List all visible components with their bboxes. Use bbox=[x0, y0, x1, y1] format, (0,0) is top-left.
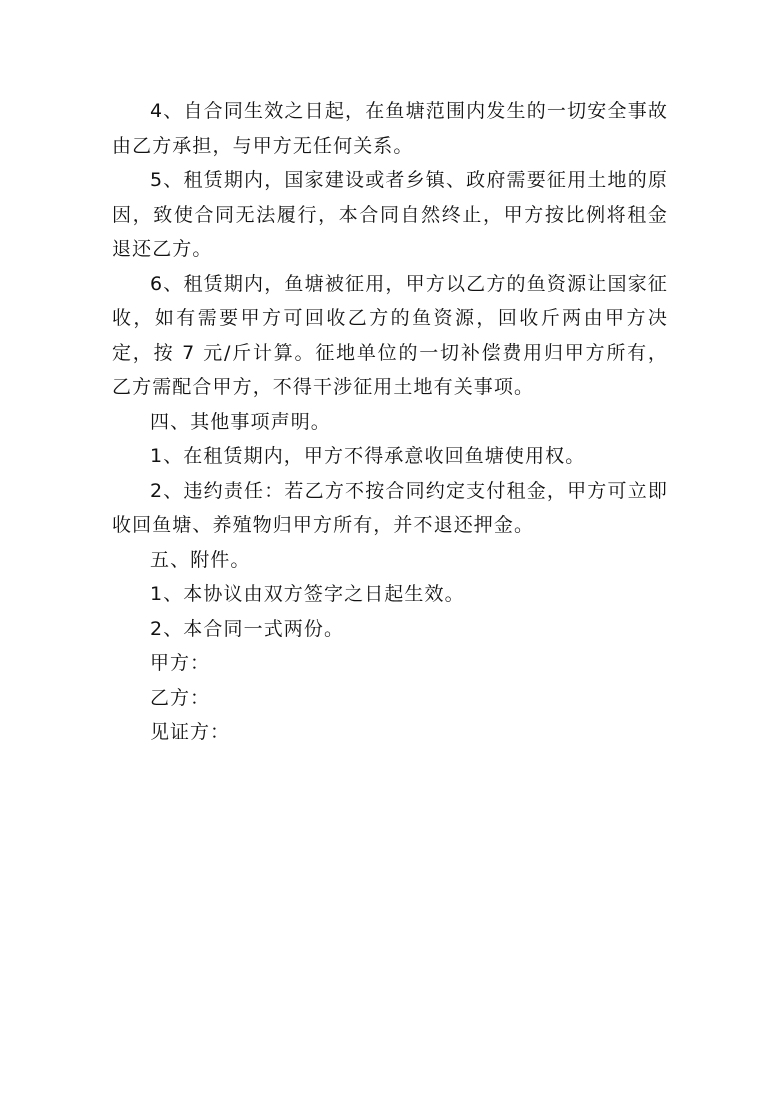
clause-5-termination: 5、租赁期内，国家建设或者乡镇、政府需要征用土地的原因，致使合同无法履行，本合同自然终止，甲方按比例将租金退还乙方。 bbox=[112, 169, 668, 260]
section-5-item-2: 2、本合同一式两份。 bbox=[150, 617, 345, 640]
section-5-heading: 五、附件。 bbox=[150, 548, 251, 571]
clause-6-expropriation: 6、租赁期内，鱼塘被征用，甲方以乙方的鱼资源让国家征收，如有需要甲方可回收乙方的鱼资源，回收斤两由甲方决定，按 7 元/斤计算。征地单位的一切补偿费用归甲方所有，乙方需配合甲方，不得干涉征用土地有关事项。 bbox=[112, 272, 668, 398]
section-5-item-1: 1、本协议由双方签字之日起生效。 bbox=[150, 583, 465, 605]
section-4-heading: 四、其他事项声明。 bbox=[150, 410, 331, 433]
party-b-signature-line: 乙方： bbox=[150, 686, 211, 709]
section-4-item-2: 2、违约责任：若乙方不按合同约定支付租金，甲方可立即收回鱼塘、养殖物归甲方所有，并不退还押金。 bbox=[112, 479, 668, 536]
party-a-signature-line: 甲方： bbox=[150, 652, 211, 674]
witness-signature-line: 见证方： bbox=[150, 721, 231, 743]
clause-4-safety: 4、自合同生效之日起，在鱼塘范围内发生的一切安全事故由乙方承担，与甲方无任何关系。 bbox=[112, 100, 668, 157]
section-4-item-1: 1、在租赁期内，甲方不得承意收回鱼塘使用权。 bbox=[150, 445, 586, 467]
document-body bbox=[112, 94, 668, 750]
